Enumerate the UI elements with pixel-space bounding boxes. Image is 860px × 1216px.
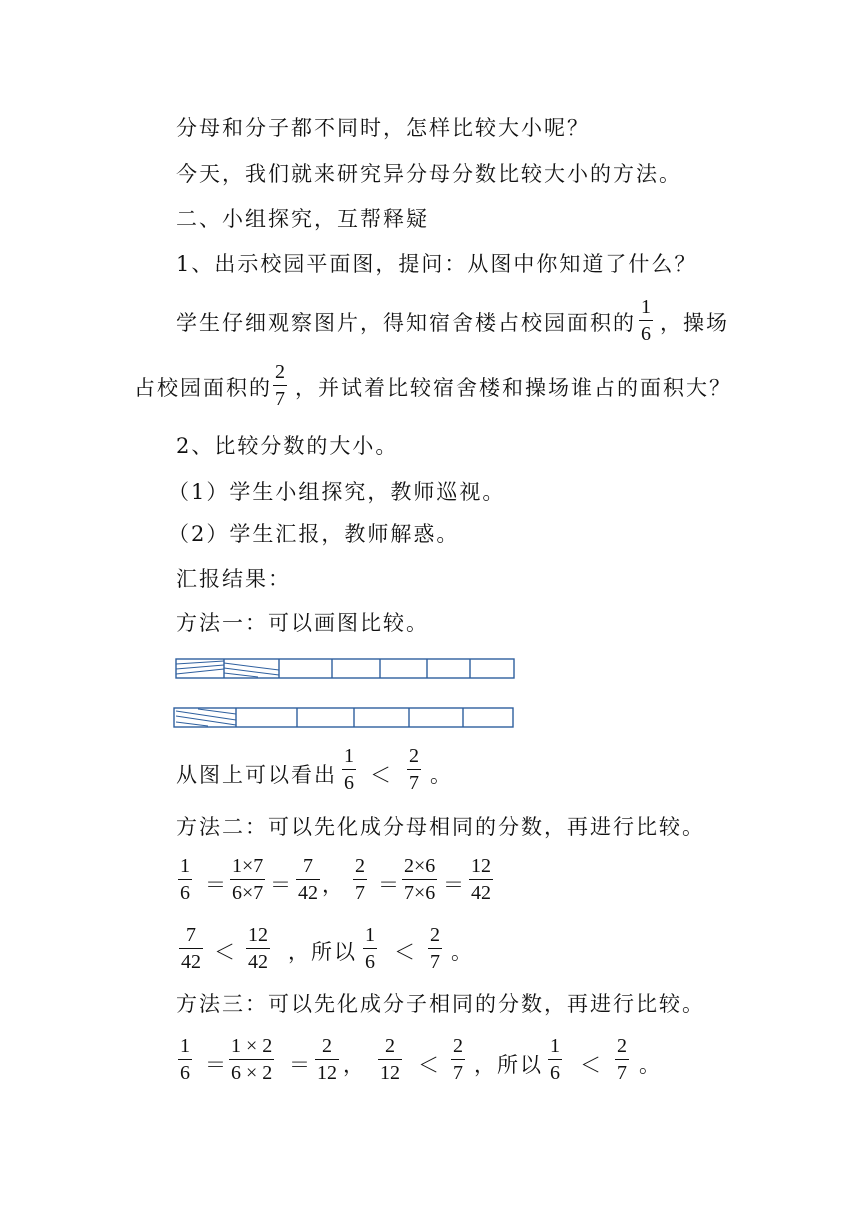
fraction-two-sevenths: 2 7 (355, 855, 365, 904)
paragraph-8: （1）学生小组探究，教师巡视。 (168, 480, 506, 504)
equals-symbol: ＝ (270, 873, 291, 897)
fraction-two-12: 2 12 (317, 1035, 337, 1084)
equals-symbol: ＝ (289, 1053, 310, 1077)
less-than-symbol: ＜ (370, 763, 391, 787)
fraction-one-sixth: 1 6 (550, 1035, 560, 1084)
comma: ， (322, 873, 343, 897)
paragraph-6: ，并试着比较宿舍楼和操场谁占的面积大？ (295, 376, 732, 400)
equals-symbol: ＝ (205, 1053, 226, 1077)
paragraph-10: 汇报结果： (176, 567, 291, 591)
period: 。 (451, 940, 472, 964)
fraction-two-sevenths: 2 7 (275, 361, 285, 410)
paragraph-2: 今天，我们就来研究异分母分数比较大小的方法。 (176, 162, 682, 186)
fraction-two-sevenths: 2 7 (409, 745, 419, 794)
paragraph-4: 1、出示校园平面图，提问：从图中你知道了什么？ (176, 252, 698, 276)
top-bar-hatch (176, 661, 224, 664)
method-one-heading: 方法一：可以画图比较。 (176, 611, 429, 635)
less-than-symbol: ＜ (418, 1053, 439, 1077)
method-two-heading: 方法二：可以先化成分母相同的分数，再进行比较。 (176, 815, 705, 839)
section-heading: 二、小组探究，互帮释疑 (176, 207, 429, 231)
paragraph-6-start: 占校园面积的 (134, 376, 272, 400)
period: 。 (430, 763, 451, 787)
fraction-two-12: 2 12 (380, 1035, 400, 1084)
period: 。 (639, 1053, 660, 1077)
fraction-one-sixth: 1 6 (180, 1035, 190, 1084)
bottom-bar (174, 708, 513, 727)
paragraph-5-end: ，操场 (660, 311, 729, 335)
equals-symbol: ＝ (205, 873, 226, 897)
fraction-two-sevenths: 2 7 (430, 924, 440, 973)
method-three-heading: 方法三：可以先化成分子相同的分数，再进行比较。 (176, 992, 705, 1016)
fraction-one-sixth: 1 6 (344, 745, 354, 794)
fraction-two-sevenths: 2 7 (617, 1035, 627, 1084)
fraction-step-1x2-6x2: 1 × 2 6 × 2 (231, 1035, 273, 1084)
less-than-symbol: ＜ (580, 1053, 601, 1077)
therefore-text: ，所以 (474, 1053, 543, 1077)
top-bar-hatch (224, 673, 258, 677)
paragraph-1: 分母和分子都不同时，怎样比较大小呢？ (176, 116, 590, 140)
equals-symbol: ＝ (378, 873, 399, 897)
bottom-bar-hatch (176, 716, 236, 725)
bottom-bar-outline (174, 708, 513, 727)
fraction-one-sixth: 1 6 (365, 924, 375, 973)
fraction-step-1x7-6x7: 1×7 6×7 (232, 855, 264, 904)
paragraph-7: 2、比较分数的大小。 (176, 434, 399, 458)
top-bar-hatch (176, 665, 224, 669)
paragraph-5: 学生仔细观察图片，得知宿舍楼占校园面积的 (176, 311, 636, 335)
fraction-one-sixth: 1 6 (180, 855, 190, 904)
fraction-twelve-42: 12 42 (248, 924, 268, 973)
fraction-seven-42: 7 42 (181, 924, 201, 973)
conclusion-one: 从图上可以看出 (176, 763, 337, 787)
less-than-symbol: ＜ (394, 940, 415, 964)
bottom-bar-hatch (176, 722, 208, 726)
equals-symbol: ＝ (443, 873, 464, 897)
paragraph-9: （2）学生汇报，教师解惑。 (168, 522, 460, 546)
top-bar (176, 659, 514, 678)
bottom-bar-hatch (198, 709, 236, 714)
therefore-text: ，所以 (288, 940, 357, 964)
fraction-one-sixth: 1 6 (641, 296, 651, 345)
fraction-seven-42: 7 42 (298, 855, 318, 904)
fraction-twelve-42: 12 42 (471, 855, 491, 904)
fraction-bar-diagram (168, 652, 528, 732)
fraction-two-sevenths: 2 7 (453, 1035, 463, 1084)
comma: ， (343, 1053, 364, 1077)
top-bar-hatch (176, 669, 224, 674)
less-than-symbol: ＜ (214, 940, 235, 964)
fraction-step-2x6-7x6: 2×6 7×6 (404, 855, 436, 904)
